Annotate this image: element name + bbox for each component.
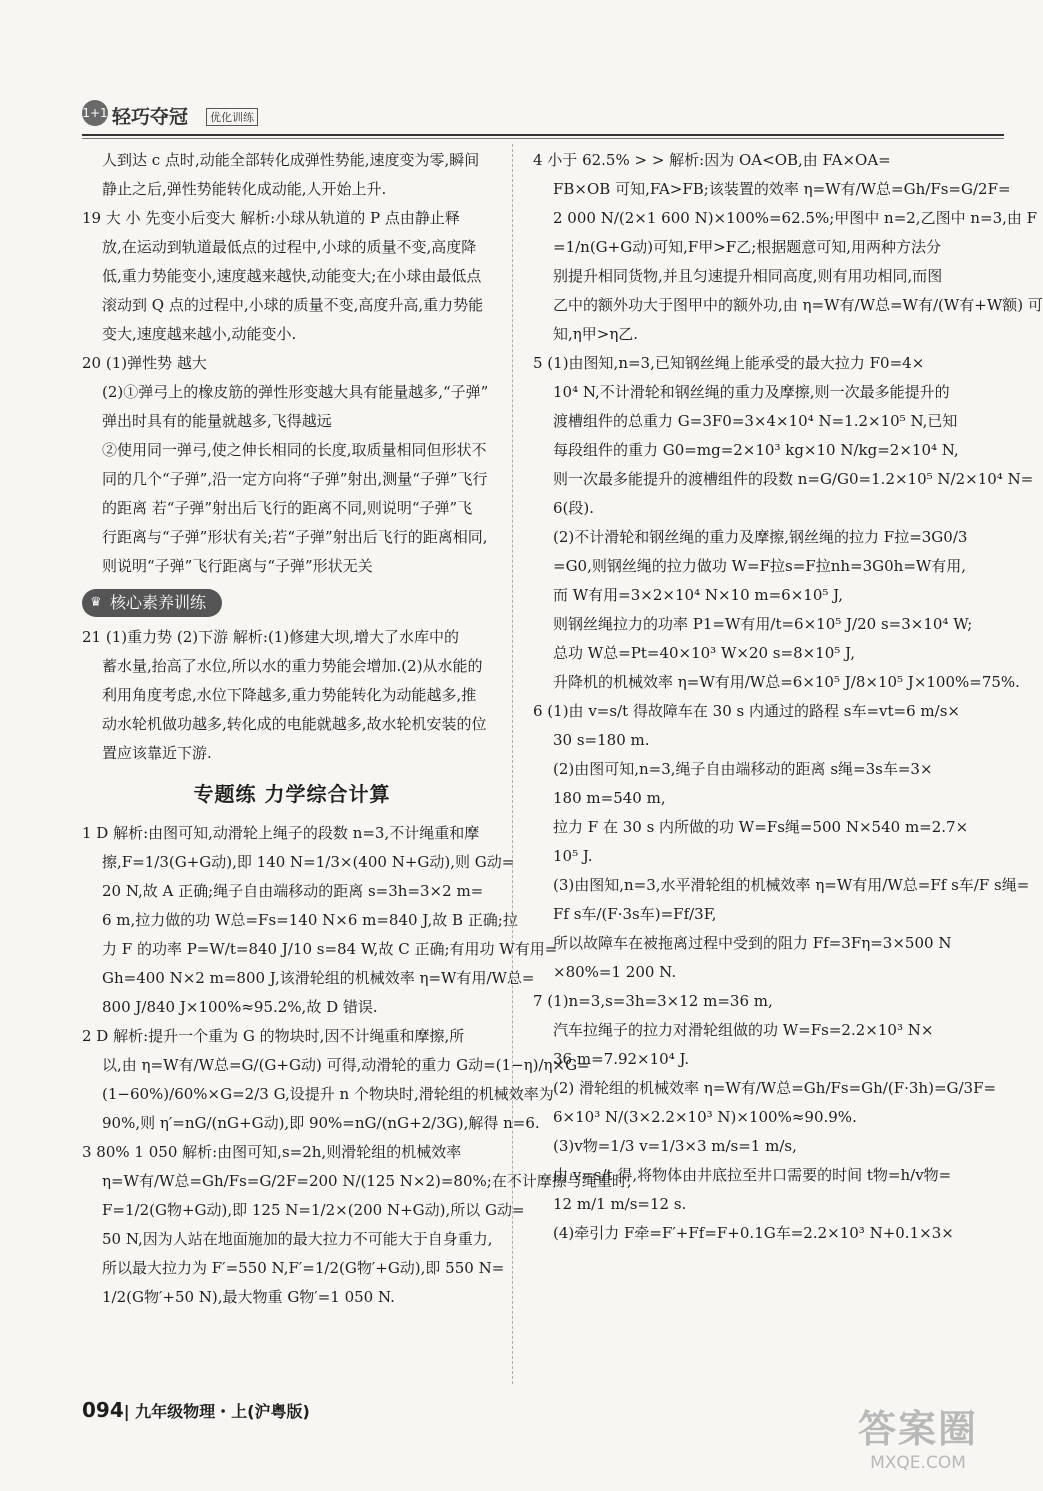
text-line: 2 000 N/(2×1 600 N)×100%=62.5%;甲图中 n=2,乙图中 n=3,由 F xyxy=(553,209,1038,227)
text-line: η=W有/W总=Gh/Fs=G/2F=200 N/(125 N×2)=80%;在不计摩擦与绳重时, xyxy=(102,1172,632,1190)
text-line: 别提升相同货物,并且匀速提升相同高度,则有用功相同,而图 xyxy=(553,267,943,285)
text-line: 30 s=180 m. xyxy=(553,731,650,749)
text-line: 19 大 小 先变小后变大 解析:小球从轨道的 P 点由静止释 xyxy=(82,209,460,227)
left-top-block xyxy=(82,146,502,204)
text-line: 利用角度考虑,水位下降越多,重力势能转化为动能越多,推 xyxy=(102,686,477,704)
text-line: 汽车拉绳子的拉力对滑轮组做的功 W=Fs=2.2×10³ N× xyxy=(553,1021,934,1039)
text-line: (1−60%)/60%×G=2/3 G,设提升 n 个物块时,滑轮组的机械效率为 xyxy=(102,1085,554,1103)
text-line: 放,在运动到轨道最低点的过程中,小球的质量不变,高度降 xyxy=(102,238,477,256)
text-line: 同的几个“子弹”,沿一定方向将“子弹”射出,测量“子弹”飞行 xyxy=(102,470,488,488)
text-line: FB×OB 可知,FA>FB;该装置的效率 η=W有/W总=Gh/Fs=G/2F= xyxy=(553,180,1011,198)
brand-name: 轻巧夺冠 xyxy=(112,106,189,128)
text-line: 蓄水量,抬高了水位,所以水的重力势能会增加.(2)从水能的 xyxy=(102,657,483,675)
header-rule-thin xyxy=(82,138,1004,139)
answer-7 xyxy=(533,987,997,1248)
text-line: (2)不计滑轮和钢丝绳的重力及摩擦,钢丝绳的拉力 F拉=3G0/3 xyxy=(553,528,968,546)
watermark xyxy=(858,1398,978,1473)
text-line: 5 (1)由图知,n=3,已知钢丝绳上能承受的最大拉力 F0=4× xyxy=(533,354,925,372)
text-line: 弹出时具有的能量就越多,飞得越远 xyxy=(102,412,332,430)
text-line: (3)v物=1/3 v=1/3×3 m/s=1 m/s, xyxy=(553,1137,797,1155)
page-footer xyxy=(82,1398,310,1422)
text-line: =G0,则钢丝绳的拉力做功 W=F拉s=F拉nh=3G0h=W有用, xyxy=(553,557,967,575)
text-line: (2)①弹弓上的橡皮筋的弹性形变越大具有能量越多,“子弹” xyxy=(102,383,489,401)
text-line: 置应该靠近下游. xyxy=(102,744,212,762)
text-line: 拉力 F 在 30 s 内所做的功 W=Fs绳=500 N×540 m=2.7× xyxy=(553,818,969,836)
text-line: 3 80% 1 050 解析:由图可知,s=2h,则滑轮组的机械效率 xyxy=(82,1143,462,1161)
text-line: 7 (1)n=3,s=3h=3×12 m=36 m, xyxy=(533,992,773,1010)
answer-1 xyxy=(82,819,558,1022)
watermark-title: 答案圈 xyxy=(857,1407,978,1451)
text-line: 800 J/840 J×100%≈95.2%,故 D 错误. xyxy=(102,998,378,1016)
text-line: 1 D 解析:由图可知,动滑轮上绳子的段数 n=3,不计绳重和摩 xyxy=(82,824,480,842)
brand-subtitle: 优化训练 xyxy=(206,108,258,126)
text-line: 变大,速度越来越小,动能变小. xyxy=(102,325,297,343)
answer-5 xyxy=(533,349,1034,697)
text-line: Ff s车/(F·3s车)=Ff/3F, xyxy=(553,905,717,923)
text-line: 6 (1)由 v=s/t 得故障车在 30 s 内通过的路程 s车=vt=6 m/s× xyxy=(533,702,960,720)
text-line: 渡槽组件的总重力 G=3F0=3×4×10⁴ N=1.2×10⁵ N,已知 xyxy=(553,412,958,430)
text-line: 36 m=7.92×10⁴ J. xyxy=(553,1050,690,1068)
book-title: 九年级物理・上(沪粤版) xyxy=(135,1402,310,1421)
text-line: 动水轮机做功越多,转化成的电能就越多,故水轮机安装的位 xyxy=(102,715,487,733)
brand-logo-icon: 1+1 xyxy=(82,100,108,126)
crown-icon: ♛ xyxy=(90,595,102,610)
text-line: 总功 W总=Pt=40×10³ W×20 s=8×10⁵ J, xyxy=(553,644,855,662)
text-line: 10⁴ N,不计滑轮和钢丝绳的重力及摩擦,则一次最多能提升的 xyxy=(553,383,950,401)
text-line: 以,由 η=W有/W总=G/(G+G动) 可得,动滑轮的重力 G动=(1−η)/η×G= xyxy=(102,1056,590,1074)
text-line: F=1/2(G物+G动),即 125 N=1/2×(200 N+G动),所以 G动= xyxy=(102,1201,525,1219)
text-line: 滚动到 Q 点的过程中,小球的质量不变,高度升高,重力势能 xyxy=(102,296,484,314)
right-column xyxy=(533,146,1043,1248)
text-line: (2) 滑轮组的机械效率 η=W有/W总=Gh/Fs=Gh/(F·3h)=G/3F= xyxy=(553,1079,997,1097)
text-line: 2 D 解析:提升一个重为 G 的物块时,因不计绳重和摩擦,所 xyxy=(82,1027,465,1045)
text-line: ×80%=1 200 N. xyxy=(553,963,677,981)
section-title: 专题练 力学综合计算 xyxy=(193,782,391,806)
text-line: 则说明“子弹”飞行距离与“子弹”形状无关 xyxy=(102,557,373,575)
text-line: 4 小于 62.5% > > 解析:因为 OA<OB,由 FA×OA= xyxy=(533,151,891,169)
text-line: 所以最大拉力为 F′=550 N,F′=1/2(G物′+G动),即 550 N= xyxy=(102,1259,505,1277)
text-line: 升降机的机械效率 η=W有用/W总=6×10⁵ J/8×10⁵ J×100%=75%. xyxy=(553,673,1020,691)
text-line: 的距离 若“子弹”射出后飞行的距离不同,则说明“子弹”飞 xyxy=(102,499,473,517)
header-rule xyxy=(82,134,1004,136)
answer-20 xyxy=(82,349,502,581)
text-line: 则一次最多能提升的渡槽组件的段数 n=G/G0=1.2×10⁵ N/2×10⁴ N= xyxy=(553,470,1034,488)
text-line: 知,η甲>η乙. xyxy=(553,325,639,343)
banner-label: 核心素养训练 xyxy=(110,593,207,612)
text-line: 10⁵ J. xyxy=(553,847,593,865)
text-line: (3)由图知,n=3,水平滑轮组的机械效率 η=W有用/W总=Ff s车/F s绳= xyxy=(553,876,1030,894)
text-line: 低,重力势能变小,速度越来越快,动能变大;在小球由最低点 xyxy=(102,267,482,285)
text-line: 1/2(G物′+50 N),最大物重 G物′=1 050 N. xyxy=(102,1288,395,1306)
text-line: 12 m/1 m/s=12 s. xyxy=(553,1195,687,1213)
text-line: 而 W有用=3×2×10⁴ N×10 m=6×10⁵ J, xyxy=(553,586,844,604)
text-line: 每段组件的重力 G0=mg=2×10³ kg×10 N/kg=2×10⁴ N, xyxy=(553,441,959,459)
footer-separator: | xyxy=(123,1402,136,1421)
text-line: ②使用同一弹弓,使之伸长相同的长度,取质量相同但形状不 xyxy=(102,441,487,459)
answer-19 xyxy=(82,204,502,349)
text-line: 人到达 c 点时,动能全部转化成弹性势能,速度变为零,瞬间 xyxy=(102,151,480,169)
answer-6 xyxy=(533,697,1030,987)
text-line: 6(段). xyxy=(553,499,595,517)
text-line: 所以故障车在被拖离过程中受到的阻力 Ff=3Fη=3×500 N xyxy=(553,934,952,952)
text-line: 行距离与“子弹”形状有关;若“子弹”射出后飞行的距离相同, xyxy=(102,528,488,546)
page-number: 094 xyxy=(82,1398,124,1422)
text-line: 90%,则 η′=nG/(nG+G动),即 90%=nG/(nG+2/3G),解得 n=6. xyxy=(102,1114,540,1132)
text-line: 21 (1)重力势 (2)下游 解析:(1)修建大坝,增大了水库中的 xyxy=(82,628,459,646)
answer-2 xyxy=(82,1022,590,1138)
text-line: 由 v=s/t 得,将物体由井底拉至井口需要的时间 t物=h/v物= xyxy=(553,1166,952,1184)
text-line: (2)由图可知,n=3,绳子自由端移动的距离 s绳=3s车=3× xyxy=(553,760,933,778)
text-line: 则钢丝绳拉力的功率 P1=W有用/t=6×10⁵ J/20 s=3×10⁴ W; xyxy=(553,615,973,633)
section-banner xyxy=(82,589,222,617)
text-line: 乙中的额外功大于图甲中的额外功,由 η=W有/W总=W有/(W有+W额) 可 xyxy=(553,296,1043,314)
text-line: Gh=400 N×2 m=800 J,该滑轮组的机械效率 η=W有用/W总= xyxy=(102,969,535,987)
answer-4 xyxy=(533,146,1043,349)
text-line: 6 m,拉力做的功 W总=Fs=140 N×6 m=840 J,故 B 正确;拉 xyxy=(102,911,518,929)
text-line: 力 F 的功率 P=W/t=840 J/10 s=84 W,故 C 正确;有用功 W有用= xyxy=(102,940,558,958)
text-line: 20 N,故 A 正确;绳子自由端移动的距离 s=3h=3×2 m= xyxy=(102,882,484,900)
text-line: (4)牵引力 F牵=F′+Ff=F+0.1G车=2.2×10³ N+0.1×3× xyxy=(553,1224,954,1242)
text-line: 180 m=540 m, xyxy=(553,789,666,807)
text-line: 6×10³ N/(3×2.2×10³ N)×100%≈90.9%. xyxy=(553,1108,857,1126)
answer-21 xyxy=(82,623,502,768)
text-line: 静止之后,弹性势能转化成动能,人开始上升. xyxy=(102,180,387,198)
text-line: 擦,F=1/3(G+G动),即 140 N=1/3×(400 N+G动),则 G动= xyxy=(102,853,515,871)
page-header xyxy=(82,98,982,134)
watermark-url: MXQE.COM xyxy=(870,1453,966,1473)
text-line: 20 (1)弹性势 越大 xyxy=(82,354,207,372)
text-line: 50 N,因为人站在地面施加的最大拉力不可能大于自身重力, xyxy=(102,1230,493,1248)
text-line: =1/n(G+G动)可知,F甲>F乙;根据题意可知,用两种方法分 xyxy=(553,238,942,256)
